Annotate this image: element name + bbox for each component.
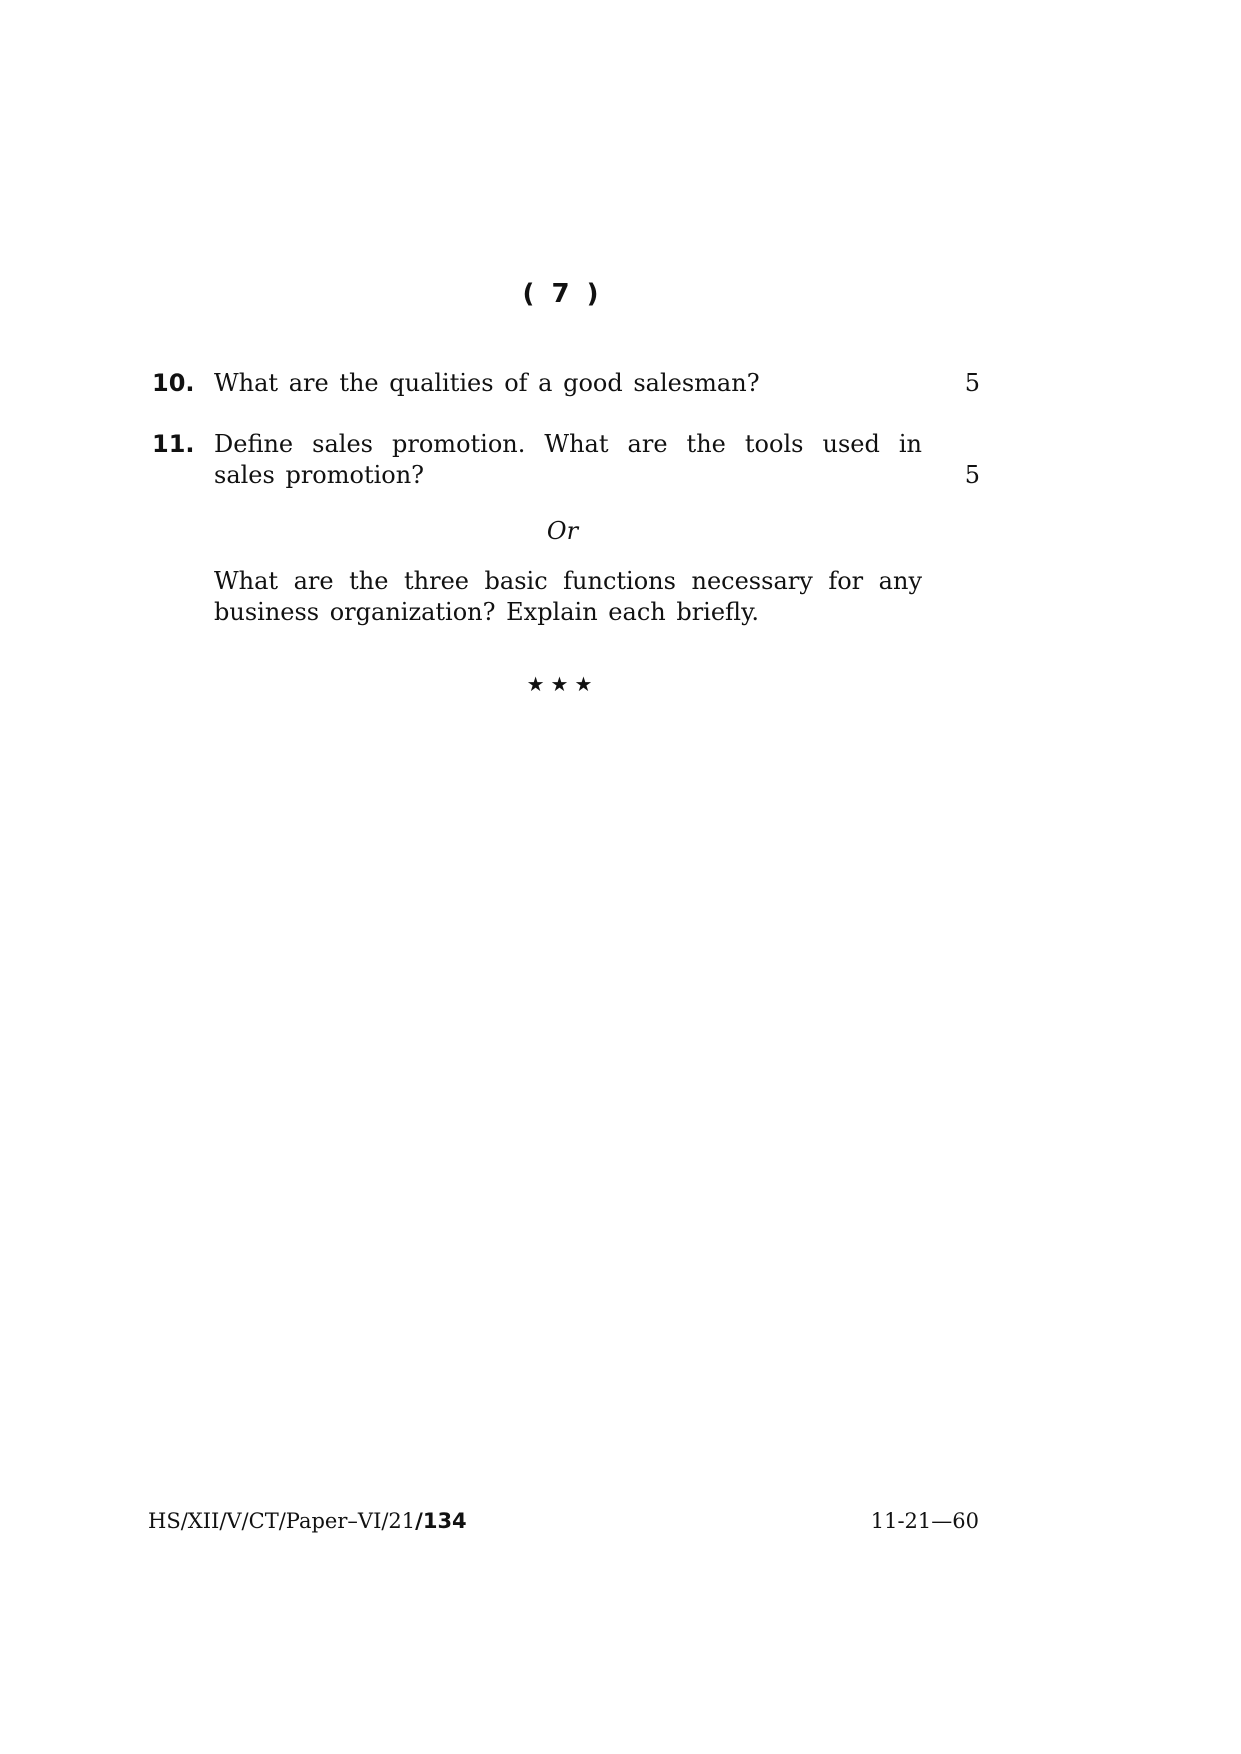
paper-code <box>148 1509 467 1533</box>
paper-code-suffix: /134 <box>415 1509 467 1533</box>
question-10 <box>152 368 980 399</box>
alternative-question-text: What are the three basic functions necessary for any business organization? Explain each briefly. <box>214 567 922 626</box>
page-number: ( 7 ) <box>522 279 603 309</box>
end-of-paper-marker: ★★★ <box>526 672 599 696</box>
question-11 <box>152 429 980 491</box>
question-marks: 5 <box>964 369 980 397</box>
question-text: What are the qualities of a good salesman? <box>214 369 760 397</box>
question-number: 11. <box>152 430 195 458</box>
print-code: 11-21—60 <box>870 1509 979 1533</box>
question-text: Define sales promotion. What are the tools used in sales promotion? <box>214 430 922 489</box>
or-label: Or <box>546 517 579 545</box>
question-marks: 5 <box>964 461 980 489</box>
paper-code-prefix: HS/XII/V/CT/Paper–VI/21 <box>148 1509 416 1533</box>
question-number: 10. <box>152 369 195 397</box>
